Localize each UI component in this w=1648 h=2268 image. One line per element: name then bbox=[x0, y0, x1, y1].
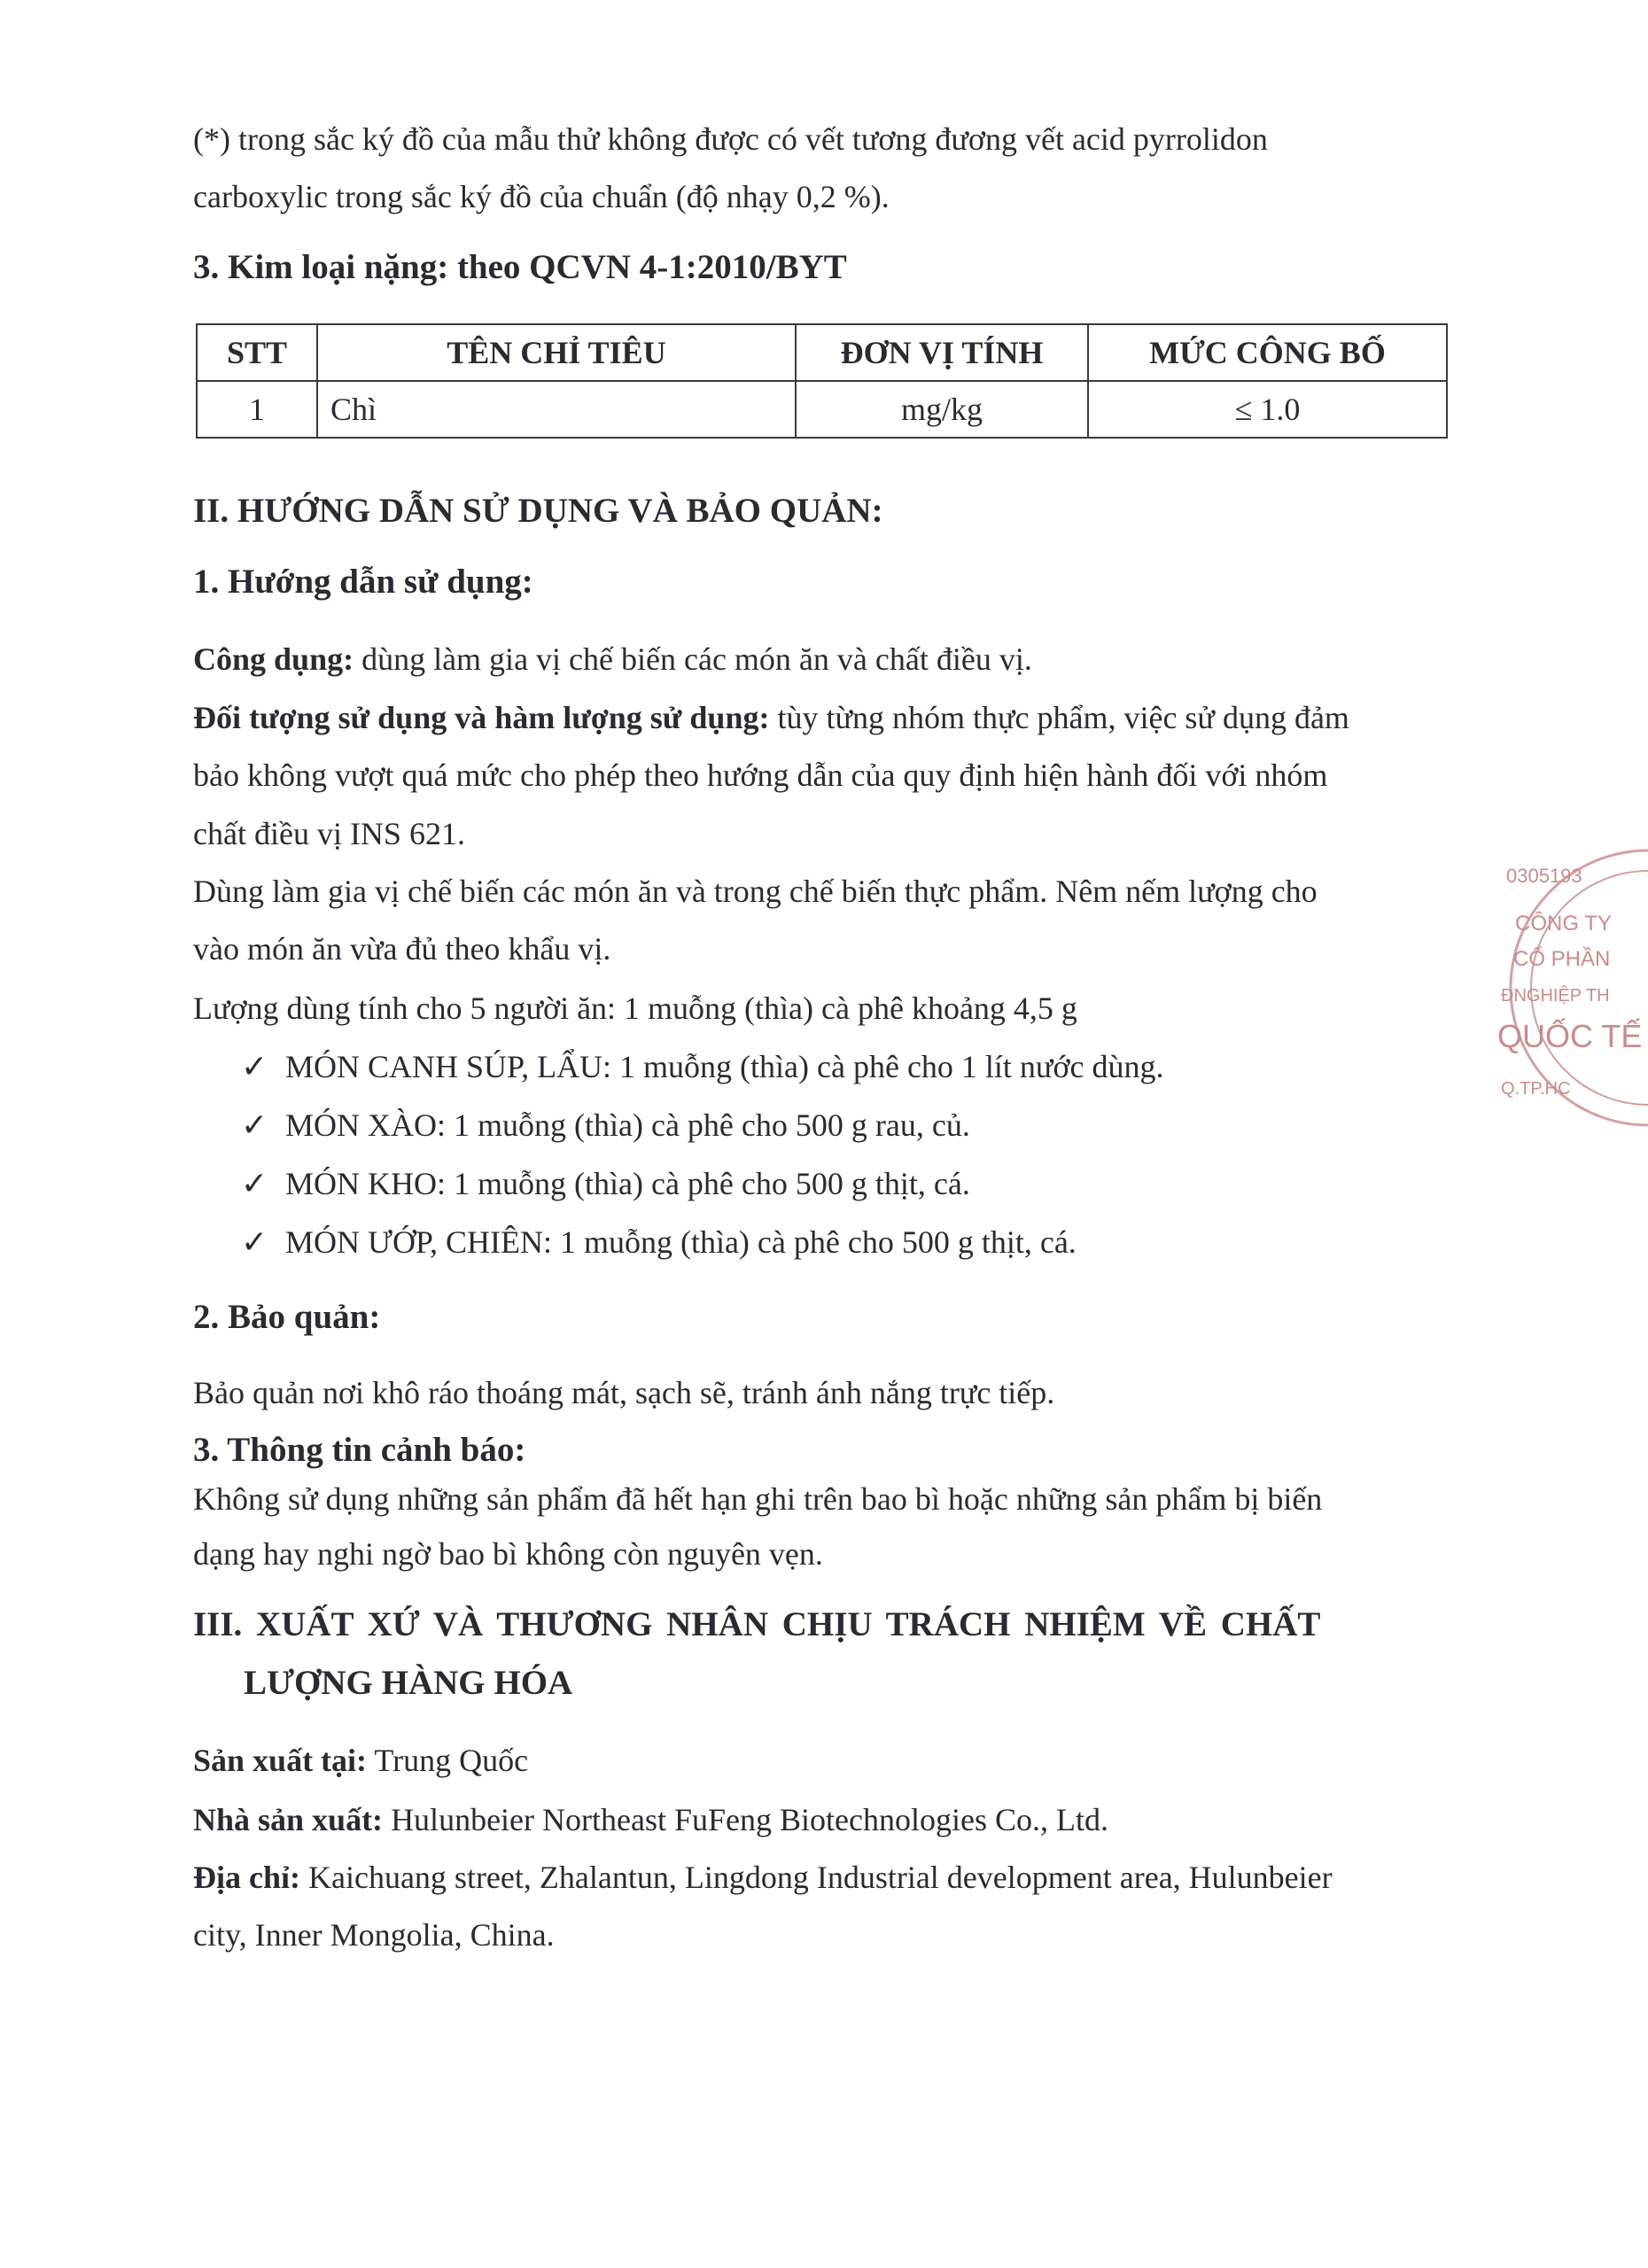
dung-lam-line-2: vào món ăn vừa đủ theo khẩu vị. bbox=[193, 931, 611, 967]
seal-text-5: QUỐC TẾ bbox=[1497, 1018, 1643, 1054]
address-line-2: city, Inner Mongolia, China. bbox=[193, 1917, 555, 1953]
table-cell-stt: 1 bbox=[197, 381, 317, 438]
address-text: Kaichuang street, Zhalantun, Lingdong Industrial development area, Hulunbeier bbox=[300, 1860, 1333, 1895]
doi-tuong-line-3: chất điều vị INS 621. bbox=[193, 816, 465, 851]
table-header-stt: STT bbox=[197, 324, 317, 381]
table-header-value: MỨC CÔNG BỐ bbox=[1088, 324, 1447, 381]
dung-lam-line-1: Dùng làm gia vị chế biến các món ăn và trong chế biến thực phẩm. Nêm nếm lượng cho bbox=[193, 874, 1318, 909]
luong-dung-line: Lượng dùng tính cho 5 người ăn: 1 muỗng (thìa) cà phê khoảng 4,5 g bbox=[193, 990, 1077, 1026]
table-cell-name: Chì bbox=[317, 381, 796, 438]
origin-label: Sản xuất tại: bbox=[193, 1743, 368, 1778]
checkmark-icon: ✓ bbox=[241, 1166, 268, 1201]
warning-line-1: Không sử dụng những sản phẩm đã hết hạn ghi trên bao bì hoặc những sản phẩm bị biến bbox=[193, 1481, 1323, 1517]
heavy-metals-table bbox=[196, 323, 1448, 439]
list-item-text: MÓN XÀO: 1 muỗng (thìa) cà phê cho 500 g rau, củ. bbox=[285, 1107, 970, 1143]
cong-dung-label: Công dụng: bbox=[193, 641, 354, 677]
list-item bbox=[241, 1162, 970, 1205]
maker-label: Nhà sản xuất: bbox=[193, 1802, 384, 1837]
list-item bbox=[241, 1045, 1163, 1088]
table-header-row bbox=[197, 324, 1447, 381]
cong-dung-paragraph bbox=[193, 638, 1032, 680]
seal-text-6: Q.TP.HC bbox=[1501, 1079, 1571, 1099]
note-line-1: (*) trong sắc ký đồ của mẫu thử không được có vết tương đương vết acid pyrrolidon bbox=[193, 121, 1268, 157]
origin-text: Trung Quốc bbox=[367, 1743, 529, 1778]
warning-heading: 3. Thông tin cảnh báo: bbox=[193, 1431, 526, 1469]
address-line bbox=[193, 1856, 1333, 1899]
table-header-unit: ĐƠN VỊ TÍNH bbox=[796, 324, 1088, 381]
checkmark-icon: ✓ bbox=[241, 1049, 268, 1084]
doi-tuong-label: Đối tượng sử dụng và hàm lượng sử dụng: bbox=[193, 700, 770, 735]
table-row bbox=[197, 381, 1447, 438]
doi-tuong-paragraph bbox=[193, 696, 1349, 739]
storage-heading: 2. Bảo quản: bbox=[193, 1298, 381, 1336]
seal-text-4: ĐNGHIỆP TH bbox=[1501, 986, 1610, 1006]
address-label: Địa chỉ: bbox=[193, 1860, 300, 1895]
usage-heading: 1. Hướng dẫn sử dụng: bbox=[193, 563, 533, 601]
section-3-heading-line-1: III. XUẤT XỨ VÀ THƯƠNG NHÂN CHỊU TRÁCH NHIỆM VỀ CHẤT bbox=[193, 1605, 1321, 1643]
doi-tuong-line-2: bảo không vượt quá mức cho phép theo hướng dẫn của quy định hiện hành đối với nhóm bbox=[193, 757, 1328, 793]
note-line-2: carboxylic trong sắc ký đồ của chuẩn (độ nhạy 0,2 %). bbox=[193, 179, 890, 214]
maker-text: Hulunbeier Northeast FuFeng Biotechnologies Co., Ltd. bbox=[383, 1802, 1108, 1837]
origin-line bbox=[193, 1739, 528, 1782]
cong-dung-text: dùng làm gia vị chế biến các món ăn và chất điều vị. bbox=[354, 641, 1032, 677]
list-item-text: MÓN KHO: 1 muỗng (thìa) cà phê cho 500 g thịt, cá. bbox=[285, 1166, 970, 1201]
table-cell-unit: mg/kg bbox=[796, 381, 1088, 438]
checkmark-icon: ✓ bbox=[241, 1224, 268, 1260]
section-2-heading: II. HƯỚNG DẪN SỬ DỤNG VÀ BẢO QUẢN: bbox=[193, 492, 883, 530]
heavy-metals-heading: 3. Kim loại nặng: theo QCVN 4-1:2010/BYT bbox=[193, 248, 847, 286]
list-item bbox=[241, 1104, 970, 1146]
company-seal bbox=[1497, 842, 1648, 1134]
section-3-heading-line-2: LƯỢNG HÀNG HÓA bbox=[244, 1664, 573, 1702]
seal-text-1: 0305193 bbox=[1506, 865, 1582, 887]
list-item-text: MÓN CANH SÚP, LẨU: 1 muỗng (thìa) cà phê cho 1 lít nước dùng. bbox=[285, 1049, 1164, 1084]
seal-text-3: CỔ PHẦN bbox=[1513, 947, 1611, 971]
table-header-name: TÊN CHỈ TIÊU bbox=[317, 324, 796, 381]
storage-text: Bảo quản nơi khô ráo thoáng mát, sạch sẽ, tránh ánh nắng trực tiếp. bbox=[193, 1375, 1055, 1410]
doi-tuong-text: tùy từng nhóm thực phẩm, việc sử dụng đảm bbox=[769, 700, 1349, 735]
table-cell-value: ≤ 1.0 bbox=[1088, 381, 1447, 438]
list-item bbox=[241, 1221, 1077, 1263]
seal-text-2: CÔNG TY bbox=[1515, 912, 1612, 936]
list-item-text: MÓN ƯỚP, CHIÊN: 1 muỗng (thìa) cà phê cho 500 g thịt, cá. bbox=[285, 1224, 1077, 1260]
maker-line bbox=[193, 1798, 1108, 1841]
warning-line-2: dạng hay nghi ngờ bao bì không còn nguyên vẹn. bbox=[193, 1536, 823, 1572]
checkmark-icon: ✓ bbox=[241, 1107, 268, 1143]
